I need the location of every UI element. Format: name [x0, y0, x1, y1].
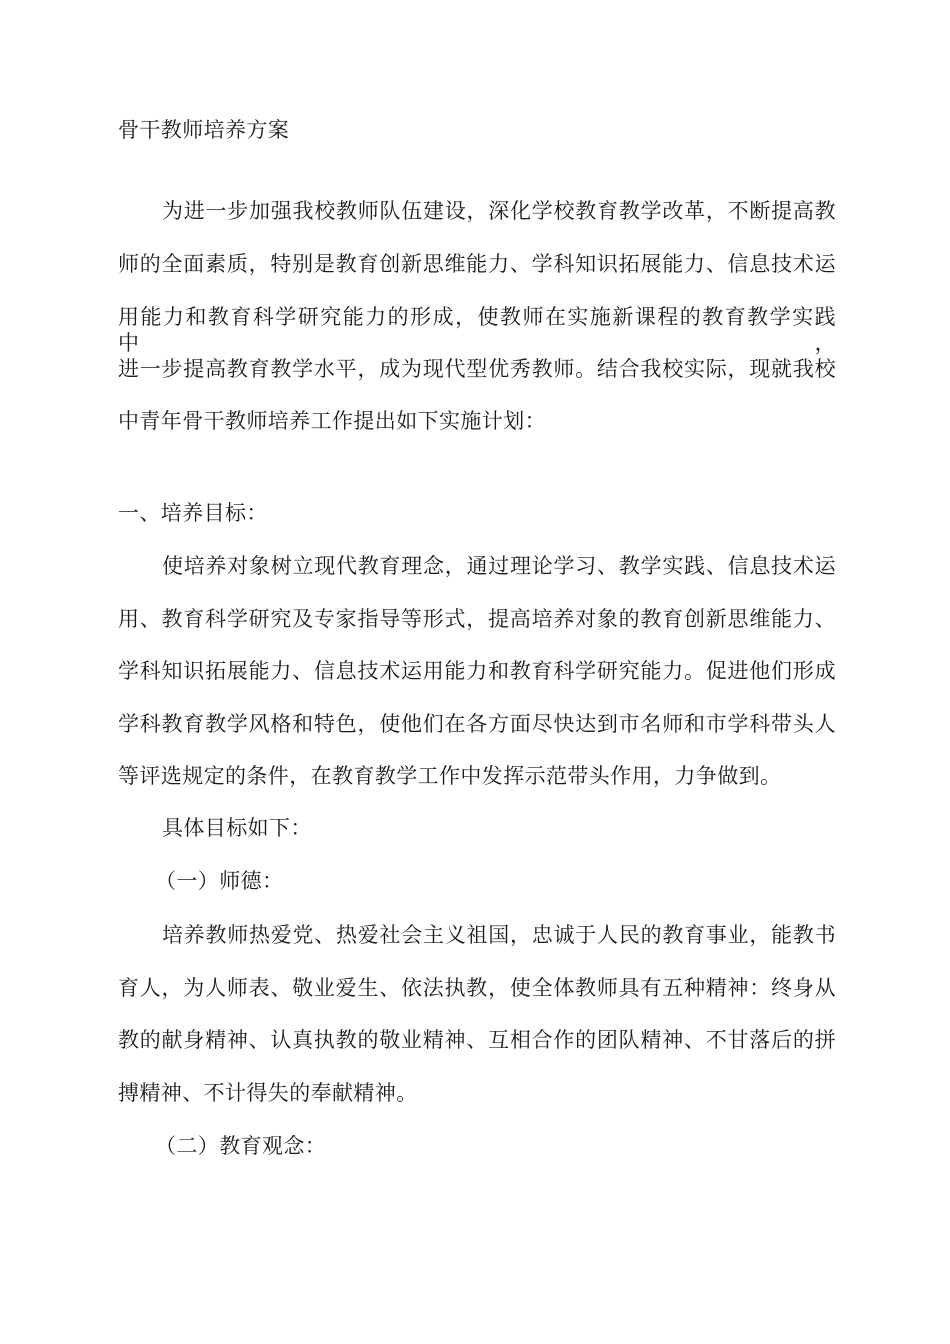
subsection-paragraph-line: 搏精神、不计得失的奉献精神。: [118, 1081, 418, 1105]
section-paragraph-line: 等评选规定的条件，在教育教学工作中发挥示范带头作用，力争做到。: [118, 764, 782, 788]
intro-line: 为进一步加强我校教师队伍建设，深化学校教育教学改革，不断提高教: [162, 199, 836, 223]
section-paragraph-line: 使培养对象树立现代教育理念，通过理论学习、教学实践、信息技术运: [162, 554, 836, 578]
section-heading: 一、培养目标：: [118, 501, 268, 525]
intro-line: 用能力和教育科学研究能力的形成，使教师在实施新课程的教育教学实践中，: [118, 305, 836, 355]
subsection-paragraph-line: 培养教师热爱党、热爱社会主义祖国，忠诚于人民的教育事业，能教书: [162, 923, 836, 947]
subsection-heading: （一）师德：: [155, 869, 284, 893]
subsection-paragraph-line: 教的献身精神、认真执教的敬业精神、互相合作的团队精神、不甘落后的拼: [118, 1028, 836, 1052]
document-title: 骨干教师培养方案: [118, 118, 290, 142]
intro-line: 师的全面素质，特别是教育创新思维能力、学科知识拓展能力、信息技术运: [118, 252, 836, 276]
subsection-heading: （二）教育观念：: [155, 1134, 327, 1158]
subsection-paragraph-line: 育人，为人师表、敬业爱生、依法执教，使全体教师具有五种精神：终身从: [118, 976, 836, 1000]
intro-line: 进一步提高教育教学水平，成为现代型优秀教师。结合我校实际，现就我校: [118, 357, 836, 381]
intro-line: 中青年骨干教师培养工作提出如下实施计划：: [118, 409, 546, 433]
section-paragraph-line: 用、教育科学研究及专家指导等形式，提高培养对象的教育创新思维能力、: [118, 607, 836, 631]
specific-goals-label: 具体目标如下：: [162, 816, 312, 840]
section-paragraph-line: 学科教育教学风格和特色，使他们在各方面尽快达到市名师和市学科带头人: [118, 712, 836, 736]
section-paragraph-line: 学科知识拓展能力、信息技术运用能力和教育科学研究能力。促进他们形成: [118, 659, 836, 683]
